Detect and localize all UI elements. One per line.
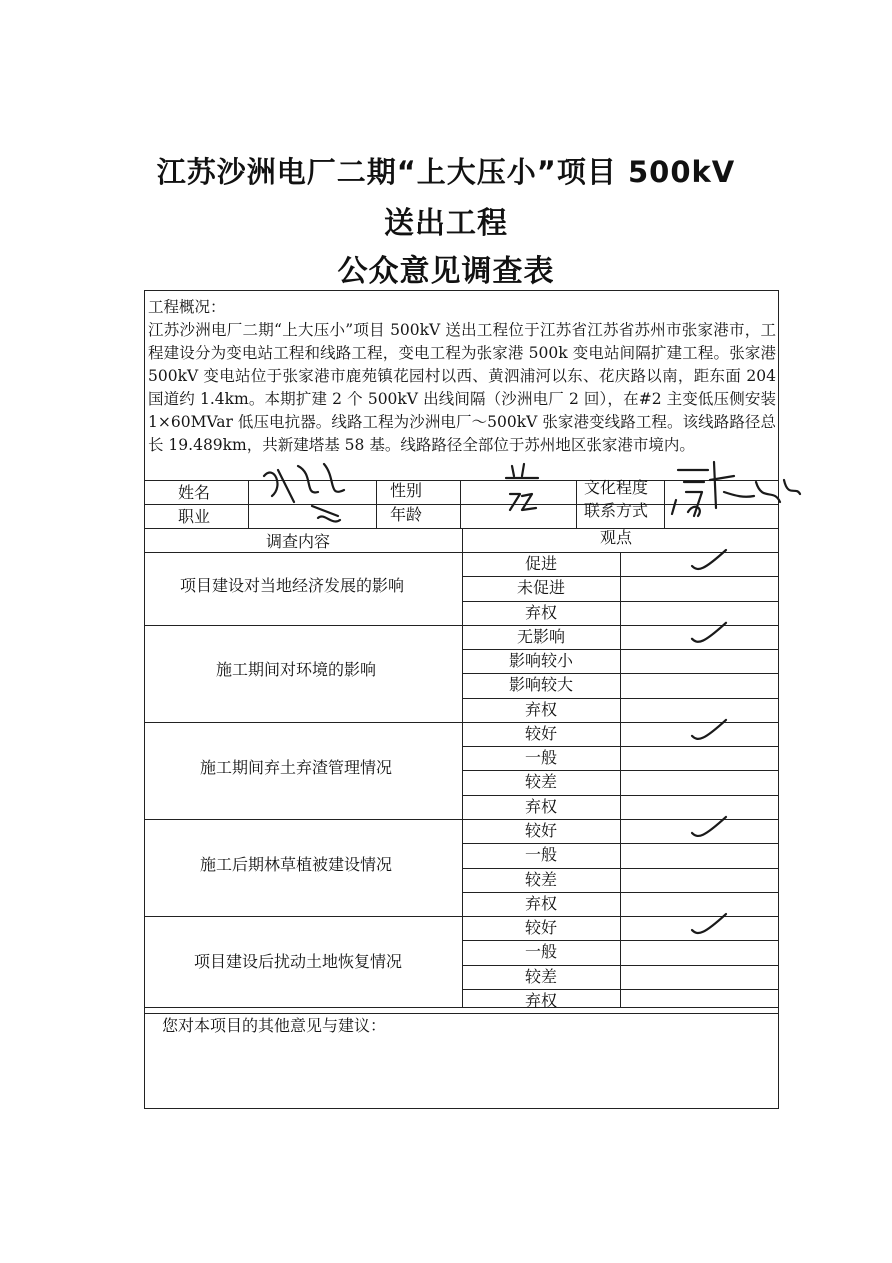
education-label: 文化程度 — [584, 478, 649, 497]
gender-label: 性别 — [390, 481, 423, 500]
option-label: 一般 — [525, 942, 558, 962]
check-mark — [692, 550, 726, 569]
document-title: 江苏沙洲电厂二期“上大压小”项目 500kV — [156, 155, 736, 189]
option-label: 弃权 — [525, 699, 558, 719]
option-label: 弃权 — [525, 893, 558, 913]
check-mark — [692, 623, 726, 642]
overview-text: 江苏沙洲电厂二期“上大压小”项目 500kV 送出工程位于江苏省江苏省苏州市张家港市，工程建设分为变电站工程和线路工程，变电工程为张家港 500k 变电站间隔扩建工程。张家港 500kV 变电站位于张家港市鹿苑镇花园村以西、黄泗浦河以东、花庆路以南，距东面 204 国道约 1.4km。本期扩建 2 个 500kV 出线间隔（沙洲电厂 2 回），在#2 主变低压侧安装 1×60MVar 低压电抗器。线路工程为沙洲电厂～500kV 张家港变线路工程。该线路路径总长 19.489km，共新建塔基 58 基。线路路径全部位于苏州地区张家港市境内。 — [148, 321, 776, 454]
option-label: 促进 — [525, 554, 558, 573]
question-land-restoration: 项目建设后扰动土地恢复情况 — [194, 952, 403, 971]
document-title-line2: 送出工程 — [384, 206, 508, 241]
age-label: 年龄 — [390, 505, 423, 524]
check-mark — [692, 720, 726, 739]
contact-label: 联系方式 — [584, 501, 649, 520]
option-label: 较差 — [525, 772, 558, 792]
survey-opinion-header: 观点 — [600, 528, 633, 547]
option-label: 影响较小 — [509, 651, 574, 671]
option-label: 未促进 — [517, 578, 566, 598]
option-label: 较差 — [525, 966, 558, 986]
option-label: 一般 — [525, 845, 558, 865]
check-marks — [144, 290, 778, 1107]
suggestions-label: 您对本项目的其他意见与建议： — [162, 1016, 387, 1035]
option-label: 弃权 — [525, 990, 558, 1010]
check-mark — [692, 914, 726, 933]
occupation-label: 职业 — [178, 507, 211, 526]
survey-content-header: 调查内容 — [266, 532, 331, 551]
overview-heading: 工程概况： — [148, 298, 226, 316]
option-label: 影响较大 — [509, 675, 574, 695]
option-label: 较好 — [525, 820, 558, 840]
option-label: 弃权 — [525, 602, 558, 622]
option-label: 弃权 — [525, 796, 558, 816]
question-spoil-management: 施工期间弃土弃渣管理情况 — [200, 758, 393, 777]
question-economy: 项目建设对当地经济发展的影响 — [180, 576, 405, 595]
option-label: 无影响 — [517, 626, 566, 646]
name-label: 姓名 — [178, 483, 211, 502]
document-subtitle: 公众意见调查表 — [337, 254, 555, 289]
option-label: 较好 — [525, 723, 558, 743]
option-label: 一般 — [525, 748, 558, 768]
question-environment: 施工期间对环境的影响 — [216, 660, 377, 679]
option-label: 较好 — [525, 918, 558, 938]
check-mark — [692, 817, 726, 836]
option-label: 较差 — [525, 869, 558, 889]
survey-form — [144, 290, 780, 1110]
question-vegetation: 施工后期林草植被建设情况 — [200, 855, 393, 874]
